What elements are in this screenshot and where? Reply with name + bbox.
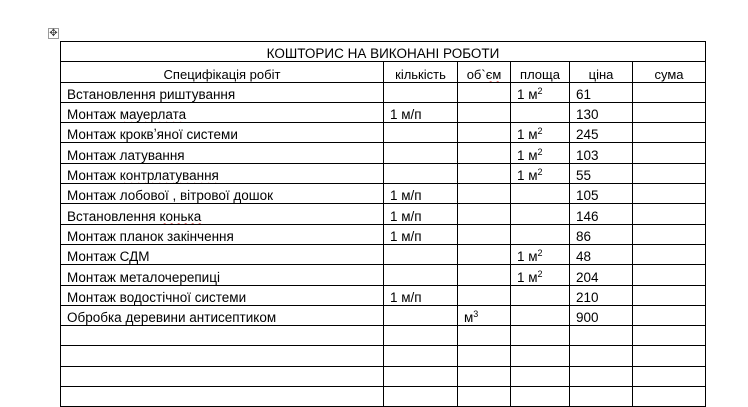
work-cell[interactable]	[61, 366, 384, 386]
work-cell[interactable]: Монтаж СДМ	[61, 244, 384, 264]
area-cell[interactable]: 1 $м^2$	[511, 143, 570, 163]
volume-cell[interactable]	[458, 163, 511, 183]
sum-cell[interactable]	[633, 346, 706, 366]
price-cell[interactable]: 55	[570, 163, 633, 183]
area-cell[interactable]: 1 $м^2$	[511, 163, 570, 183]
price-cell[interactable]: 105	[570, 184, 633, 204]
document-title: КОШТОРИС НА ВИКОНАНІ РОБОТИ	[61, 42, 706, 62]
volume-cell[interactable]	[458, 244, 511, 264]
work-cell[interactable]: Монтаж кроквʼяної системи	[61, 123, 384, 143]
sum-cell[interactable]	[633, 184, 706, 204]
volume-cell[interactable]	[458, 184, 511, 204]
table-row	[61, 224, 706, 244]
area-cell[interactable]	[511, 305, 570, 325]
price-cell[interactable]: 48	[570, 244, 633, 264]
area-cell[interactable]	[511, 387, 570, 407]
work-cell[interactable]: Монтаж латування	[61, 143, 384, 163]
quantity-cell[interactable]	[384, 123, 458, 143]
quantity-cell[interactable]: 1 м/п	[384, 204, 458, 224]
price-cell[interactable]	[570, 387, 633, 407]
sum-cell[interactable]	[633, 82, 706, 102]
price-cell[interactable]: 204	[570, 265, 633, 285]
area-cell[interactable]: 1 $м^2$	[511, 244, 570, 264]
area-cell[interactable]: 1 $м^2$	[511, 123, 570, 143]
table-row	[61, 366, 706, 386]
volume-cell[interactable]	[458, 82, 511, 102]
table-row	[61, 204, 706, 224]
area-cell[interactable]: 1 $м^2$	[511, 82, 570, 102]
volume-cell[interactable]	[458, 123, 511, 143]
column-header-volume: об`єм	[458, 62, 511, 82]
quantity-cell[interactable]: 1 м/п	[384, 224, 458, 244]
table-row	[61, 265, 706, 285]
estimate-table	[60, 41, 706, 407]
quantity-cell[interactable]: 1 м/п	[384, 102, 458, 122]
volume-cell[interactable]	[458, 204, 511, 224]
area-cell[interactable]	[511, 326, 570, 346]
column-header-sum: сума	[633, 62, 706, 82]
sum-cell[interactable]	[633, 163, 706, 183]
quantity-cell[interactable]	[384, 244, 458, 264]
quantity-cell[interactable]	[384, 265, 458, 285]
work-cell[interactable]: Встановлення риштування	[61, 82, 384, 102]
sum-cell[interactable]	[633, 123, 706, 143]
column-header-quantity: кількість	[384, 62, 458, 82]
price-cell[interactable]: 86	[570, 224, 633, 244]
table-row	[61, 387, 706, 407]
area-cell[interactable]	[511, 366, 570, 386]
table-row	[61, 82, 706, 102]
quantity-cell[interactable]	[384, 387, 458, 407]
area-cell[interactable]: 1 $м^2$	[511, 265, 570, 285]
sum-cell[interactable]	[633, 204, 706, 224]
quantity-cell[interactable]: 1 м/п	[384, 184, 458, 204]
quantity-cell[interactable]	[384, 163, 458, 183]
work-cell[interactable]: Монтаж мауерлата	[61, 102, 384, 122]
volume-cell[interactable]	[458, 143, 511, 163]
table-row	[61, 163, 706, 183]
price-cell[interactable]: 61	[570, 82, 633, 102]
sum-cell[interactable]	[633, 387, 706, 407]
volume-cell[interactable]	[458, 326, 511, 346]
sum-cell[interactable]	[633, 224, 706, 244]
quantity-cell[interactable]	[384, 143, 458, 163]
sum-cell[interactable]	[633, 285, 706, 305]
price-cell[interactable]: 103	[570, 143, 633, 163]
work-cell[interactable]: Монтаж металочерепиці	[61, 265, 384, 285]
work-cell[interactable]	[61, 326, 384, 346]
volume-cell[interactable]: $м^3$	[458, 305, 511, 325]
quantity-cell[interactable]	[384, 346, 458, 366]
column-header-price: ціна	[570, 62, 633, 82]
column-header-work: Специфікація робіт	[61, 62, 384, 82]
work-cell[interactable]: Монтаж лобової , вітрової дошок	[61, 184, 384, 204]
table-row	[61, 346, 706, 366]
volume-cell[interactable]	[458, 387, 511, 407]
table-row	[61, 244, 706, 264]
volume-cell[interactable]	[458, 366, 511, 386]
quantity-cell[interactable]	[384, 326, 458, 346]
price-cell[interactable]: 210	[570, 285, 633, 305]
volume-cell[interactable]	[458, 265, 511, 285]
price-cell[interactable]	[570, 326, 633, 346]
area-cell[interactable]	[511, 285, 570, 305]
work-cell[interactable]: Монтаж водостічної системи	[61, 285, 384, 305]
area-cell[interactable]	[511, 224, 570, 244]
volume-cell[interactable]	[458, 102, 511, 122]
four-way-move-icon[interactable]: ✥	[49, 28, 58, 39]
table-row	[61, 102, 706, 122]
price-cell[interactable]: 245	[570, 123, 633, 143]
table-row	[61, 143, 706, 163]
area-cell[interactable]	[511, 346, 570, 366]
work-cell[interactable]: Встановлення конька	[61, 204, 384, 224]
price-cell[interactable]: 130	[570, 102, 633, 122]
table-row	[61, 123, 706, 143]
sum-cell[interactable]	[633, 265, 706, 285]
quantity-cell[interactable]	[384, 82, 458, 102]
sum-cell[interactable]	[633, 305, 706, 325]
sum-cell[interactable]	[633, 143, 706, 163]
table-row	[61, 184, 706, 204]
volume-cell[interactable]	[458, 346, 511, 366]
quantity-cell[interactable]	[384, 305, 458, 325]
work-cell[interactable]: Обробка деревини антисептиком	[61, 305, 384, 325]
table-row	[61, 285, 706, 305]
volume-cell[interactable]	[458, 224, 511, 244]
area-cell[interactable]	[511, 102, 570, 122]
work-cell[interactable]	[61, 346, 384, 366]
quantity-cell[interactable]: 1 м/п	[384, 285, 458, 305]
area-cell[interactable]	[511, 184, 570, 204]
price-cell[interactable]: 146	[570, 204, 633, 224]
price-cell[interactable]	[570, 346, 633, 366]
work-cell[interactable]: Монтаж планок закінчення	[61, 224, 384, 244]
sum-cell[interactable]	[633, 102, 706, 122]
volume-cell[interactable]	[458, 285, 511, 305]
table-row	[61, 326, 706, 346]
price-cell[interactable]	[570, 366, 633, 386]
price-cell[interactable]: 900	[570, 305, 633, 325]
quantity-cell[interactable]	[384, 366, 458, 386]
column-header-area: площа	[511, 62, 570, 82]
sum-cell[interactable]	[633, 244, 706, 264]
sum-cell[interactable]	[633, 366, 706, 386]
area-cell[interactable]	[511, 204, 570, 224]
sum-cell[interactable]	[633, 326, 706, 346]
work-cell[interactable]: Монтаж контрлатування	[61, 163, 384, 183]
table-header-row	[61, 62, 706, 82]
table-row	[61, 305, 706, 325]
work-cell[interactable]	[61, 387, 384, 407]
